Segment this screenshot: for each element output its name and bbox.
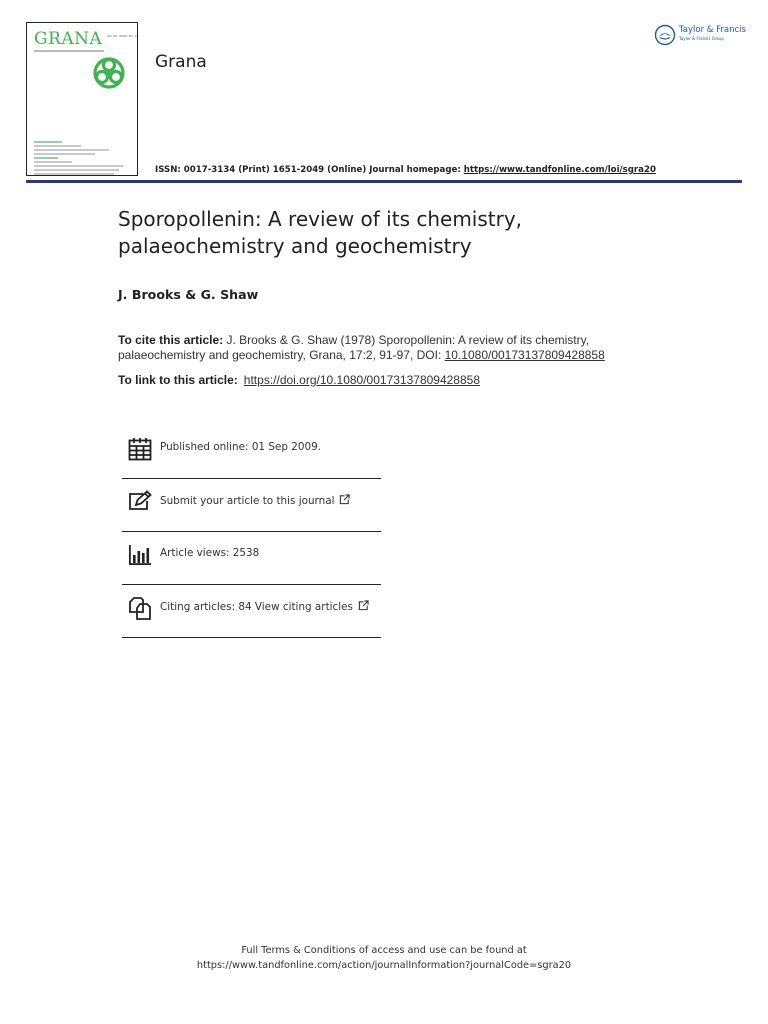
- grana-logo-icon: [89, 53, 129, 93]
- publisher-logo[interactable]: [654, 22, 748, 48]
- cover-title: GRANA: [34, 29, 103, 49]
- terms-footer: [0, 943, 768, 973]
- published-online-text: Published online: 01 Sep 2009.: [160, 441, 321, 453]
- article-views-row: [122, 532, 381, 585]
- article-doi-link[interactable]: https://doi.org/10.1080/00173137809428858: [243, 373, 481, 387]
- edit-pencil-icon: [128, 490, 152, 514]
- article-link-line: [118, 373, 480, 387]
- citing-documents-icon: [128, 596, 152, 620]
- citing-articles-row[interactable]: [122, 585, 381, 638]
- link-label: To link to this article:: [118, 373, 238, 387]
- article-title-line-1: Sporopollenin: A review of its chemistry,: [118, 207, 523, 231]
- footer-terms-url[interactable]: https://www.tandfonline.com/action/journalInformation?journalCode=sgra20: [196, 960, 572, 971]
- issn-text: ISSN: 0017-3134 (Print) 1651-2049 (Online) Journal homepage:: [155, 165, 464, 175]
- cover-volume: Vol. 00, 2009, No. 0: [107, 34, 137, 38]
- external-link-icon: [358, 600, 369, 611]
- journal-homepage-link[interactable]: https://www.tandfonline.com/loi/sgra20: [463, 165, 656, 175]
- cite-label: To cite this article:: [118, 333, 224, 347]
- article-views-text: Article views: 2538: [160, 547, 260, 559]
- taylor-francis-icon: [654, 24, 676, 46]
- issn-line: [155, 165, 656, 175]
- footer-terms-text: Full Terms & Conditions of access and use can be found at: [241, 945, 527, 956]
- article-info-list: [122, 426, 381, 638]
- article-authors: J. Brooks & G. Shaw: [118, 287, 259, 302]
- article-title-line-2: palaeochemistry and geochemistry: [118, 234, 472, 258]
- submit-article-row[interactable]: [122, 479, 381, 532]
- calendar-icon: [128, 437, 152, 461]
- header-divider: [26, 180, 742, 183]
- journal-cover-thumbnail: [26, 22, 138, 176]
- citing-articles-link[interactable]: Citing articles: 84 View citing articles: [160, 600, 369, 613]
- article-title: [118, 206, 678, 260]
- publisher-group: Taylor & Francis Group: [679, 36, 724, 41]
- citation-block: [118, 333, 678, 363]
- journal-name: Grana: [155, 52, 207, 72]
- published-online-row: [122, 426, 381, 479]
- external-link-icon: [339, 494, 350, 505]
- cite-doi-link[interactable]: 10.1080/00173137809428858: [444, 348, 605, 362]
- submit-article-link[interactable]: Submit your article to this journal: [160, 494, 350, 507]
- bar-chart-icon: [128, 543, 152, 567]
- publisher-name: Taylor & Francis: [679, 25, 746, 35]
- cite-text: J. Brooks & G. Shaw (1978) Sporopollenin: A review of its chemistry, palaeochemistry and geochemistry, Grana, 17:2, 91-97, DOI:: [118, 333, 590, 362]
